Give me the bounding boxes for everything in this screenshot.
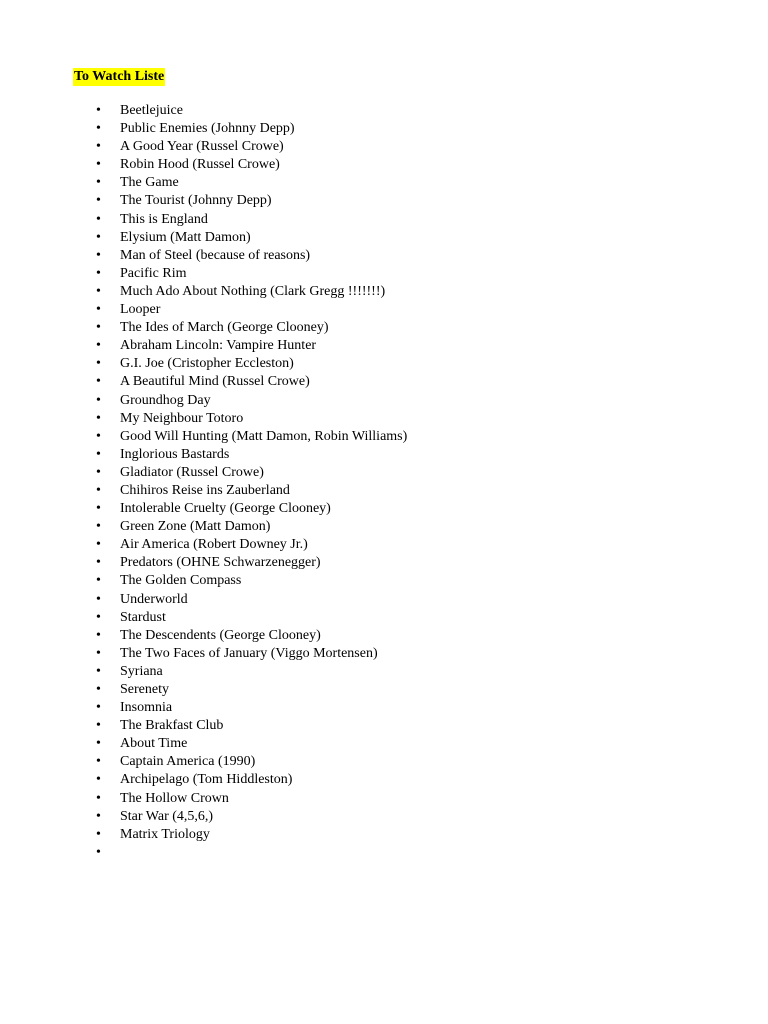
bullet-icon: • xyxy=(96,338,101,354)
list-item-label: Archipelago (Tom Hiddleston) xyxy=(120,772,293,788)
bullet-icon: • xyxy=(96,844,101,860)
list-item-label: G.I. Joe (Cristopher Eccleston) xyxy=(120,356,294,372)
list-item-label: The Hollow Crown xyxy=(120,790,229,806)
bullet-icon: • xyxy=(96,573,101,589)
list-item-label: A Good Year (Russel Crowe) xyxy=(120,139,284,155)
bullet-icon: • xyxy=(96,265,101,281)
bullet-icon: • xyxy=(96,157,101,173)
list-item-label: Green Zone (Matt Damon) xyxy=(120,519,271,535)
list-item-label: Man of Steel (because of reasons) xyxy=(120,247,311,263)
list-item-label: Looper xyxy=(120,302,161,318)
bullet-icon: • xyxy=(96,754,101,770)
list-item-label: Stardust xyxy=(120,609,166,625)
bullet-icon: • xyxy=(96,826,101,842)
bullet-icon: • xyxy=(96,211,101,227)
bullet-icon: • xyxy=(96,428,101,444)
list-item-label: The Descendents (George Clooney) xyxy=(120,627,321,643)
bullet-icon: • xyxy=(96,482,101,498)
bullet-icon: • xyxy=(96,682,101,697)
bullet-icon: • xyxy=(96,591,101,607)
bullet-icon: • xyxy=(96,555,101,571)
list-item-label: The Brakfast Club xyxy=(120,718,224,734)
bullet-icon: • xyxy=(96,283,101,299)
list-item-label: Air America (Robert Downey Jr.) xyxy=(120,537,308,553)
bullet-icon: • xyxy=(96,627,101,643)
bullet-icon: • xyxy=(96,392,101,408)
list-item-label: About Time xyxy=(120,736,188,752)
list-item-label: Serenety xyxy=(120,682,169,697)
bullet-icon: • xyxy=(96,718,101,734)
list-item-label: Underworld xyxy=(120,591,188,607)
bullet-icon: • xyxy=(96,790,101,806)
list-item-label: This is England xyxy=(120,211,208,227)
list-item-label: Captain America (1990) xyxy=(120,754,256,770)
list-item-label: Groundhog Day xyxy=(120,392,211,408)
bullet-icon: • xyxy=(96,736,101,752)
list-item-label: The Golden Compass xyxy=(120,573,242,589)
list-item-label: Beetlejuice xyxy=(120,103,183,118)
bullet-icon: • xyxy=(96,663,101,679)
list-item-label: Robin Hood (Russel Crowe) xyxy=(120,157,280,173)
bullet-icon: • xyxy=(96,103,101,118)
bullet-icon: • xyxy=(96,519,101,535)
list-item-label: Good Will Hunting (Matt Damon, Robin Williams) xyxy=(120,428,408,444)
list-item-label: Syriana xyxy=(120,663,163,679)
list-item-label: Gladiator (Russel Crowe) xyxy=(120,464,264,480)
bullet-icon: • xyxy=(96,247,101,263)
bullet-icon: • xyxy=(96,609,101,625)
bullet-icon: • xyxy=(96,464,101,480)
bullet-icon: • xyxy=(96,446,101,462)
list-item-label: Pacific Rim xyxy=(120,265,187,281)
list-item-label: Abraham Lincoln: Vampire Hunter xyxy=(120,338,317,354)
list-item-label: The Game xyxy=(120,175,179,191)
list-item-label: Predators (OHNE Schwarzenegger) xyxy=(120,555,321,571)
bullet-icon: • xyxy=(96,121,101,137)
list-item-label: Much Ado About Nothing (Clark Gregg !!!!!!!) xyxy=(120,283,386,299)
list-item-label: The Two Faces of January (Viggo Mortensen) xyxy=(120,645,378,661)
list-item-label: Public Enemies (Johnny Depp) xyxy=(120,121,295,137)
bullet-icon: • xyxy=(96,772,101,788)
list-item-label: The Ides of March (George Clooney) xyxy=(120,320,329,336)
bullet-icon: • xyxy=(96,302,101,318)
bullet-icon: • xyxy=(96,537,101,553)
list-item-label: A Beautiful Mind (Russel Crowe) xyxy=(120,374,310,390)
list-item-label: Inglorious Bastards xyxy=(120,446,230,462)
list-item-label: Star War (4,5,6,) xyxy=(120,808,214,824)
bullet-icon: • xyxy=(96,374,101,390)
bullet-icon: • xyxy=(96,229,101,245)
bullet-icon: • xyxy=(96,410,101,426)
bullet-icon: • xyxy=(96,320,101,336)
list-item-label: Matrix Triology xyxy=(120,826,210,842)
bullet-icon: • xyxy=(96,700,101,716)
document-title: To Watch Liste xyxy=(74,69,165,84)
bullet-icon: • xyxy=(96,175,101,191)
list-item-label: Insomnia xyxy=(120,700,173,716)
bullet-icon: • xyxy=(96,501,101,517)
bullet-icon: • xyxy=(96,193,101,209)
list-item-label: The Tourist (Johnny Depp) xyxy=(120,193,272,209)
list-item-label: My Neighbour Totoro xyxy=(120,410,244,426)
list-item-label: Intolerable Cruelty (George Clooney) xyxy=(120,501,331,517)
bullet-icon: • xyxy=(96,645,101,661)
bullet-icon: • xyxy=(96,356,101,372)
bullet-icon: • xyxy=(96,139,101,155)
bullet-icon: • xyxy=(96,808,101,824)
list-item-label: Chihiros Reise ins Zauberland xyxy=(120,482,290,498)
list-item-label: Elysium (Matt Damon) xyxy=(120,229,251,245)
